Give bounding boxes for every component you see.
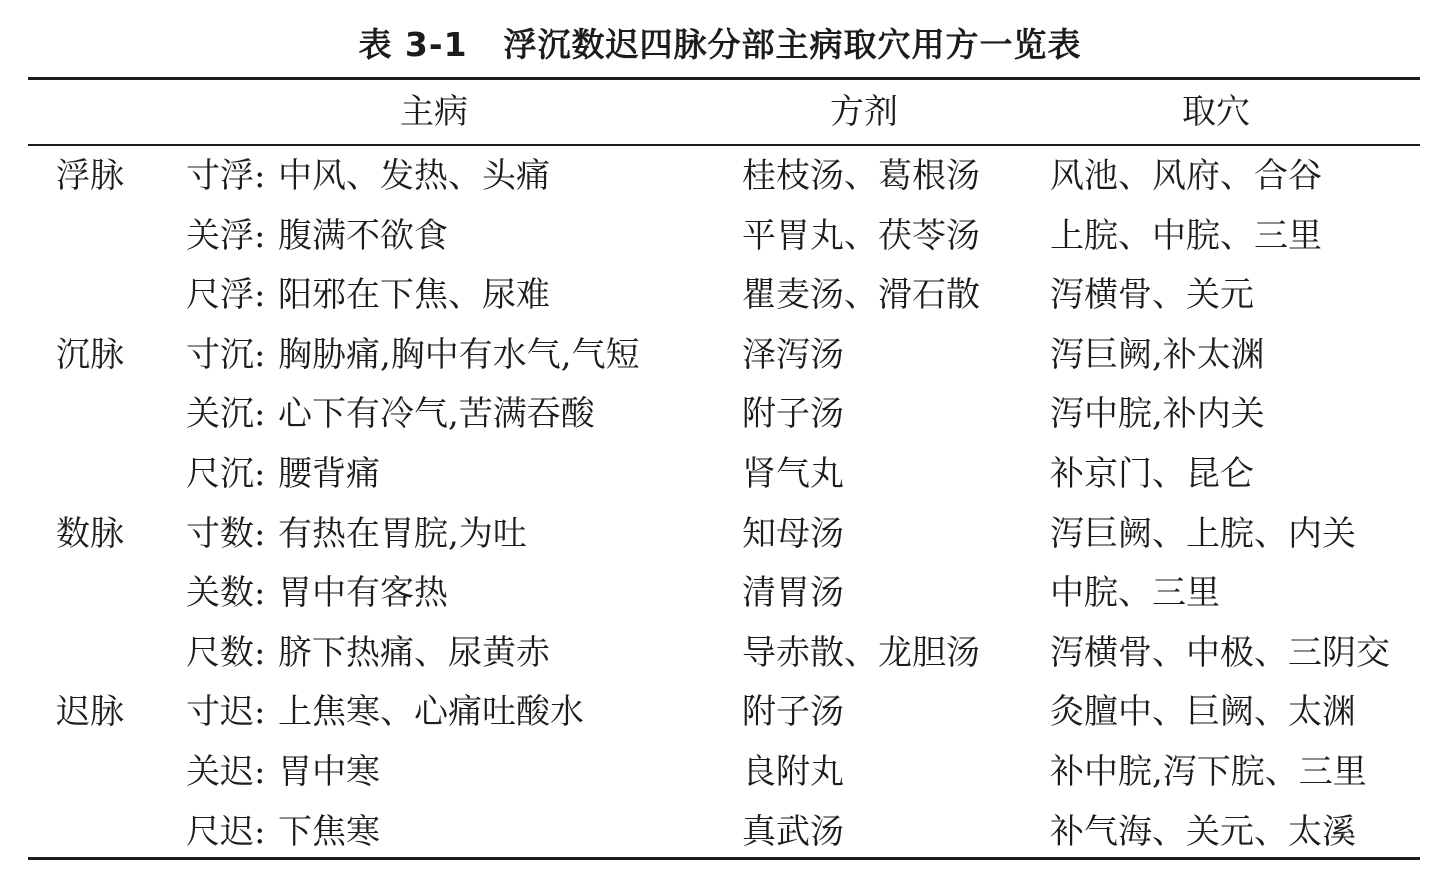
pulse-position: 关浮:	[186, 215, 266, 256]
acupoints: 泻巨阙、上脘、内关	[1050, 513, 1356, 554]
header-points: 取穴	[1182, 92, 1250, 132]
table-body	[0, 147, 1440, 862]
main-disease: 脐下热痛、尿黄赤	[278, 632, 550, 673]
formula: 知母汤	[742, 513, 844, 554]
table-row	[0, 207, 1440, 267]
acupoints: 补中脘,泻下脘、三里	[1050, 751, 1367, 792]
pulse-type: 迟脉	[56, 692, 124, 733]
pulse-position: 寸数:	[186, 513, 266, 554]
table-row	[0, 683, 1440, 743]
formula: 肾气丸	[742, 453, 844, 494]
header-formula: 方剂	[830, 92, 898, 132]
pulse-position: 寸浮:	[186, 156, 266, 196]
formula: 导赤散、龙胆汤	[742, 632, 980, 673]
acupoints: 泻横骨、中极、三阴交	[1050, 632, 1390, 673]
table-row	[0, 445, 1440, 505]
main-disease: 下焦寒	[278, 811, 380, 852]
pulse-type: 数脉	[56, 513, 124, 554]
pulse-type: 沉脉	[56, 334, 124, 375]
main-disease: 中风、发热、头痛	[278, 156, 550, 196]
main-disease: 胃中有客热	[278, 573, 448, 614]
formula: 泽泻汤	[742, 334, 844, 375]
pulse-position: 尺沉:	[186, 453, 266, 494]
formula: 附子汤	[742, 394, 844, 435]
main-disease: 上焦寒、心痛吐酸水	[278, 692, 584, 733]
table-number: 表 3-1	[358, 25, 468, 64]
formula: 良附丸	[742, 751, 844, 792]
main-disease: 阳邪在下焦、尿难	[278, 275, 550, 316]
table-header-rule	[28, 144, 1420, 146]
pulse-position: 关数:	[186, 573, 266, 614]
main-disease: 有热在胃脘,为吐	[278, 513, 527, 554]
acupoints: 泻中脘,补内关	[1050, 394, 1265, 435]
pulse-type: 浮脉	[56, 156, 124, 196]
acupoints: 中脘、三里	[1050, 573, 1220, 614]
main-disease: 腹满不欲食	[278, 215, 448, 256]
pulse-position: 尺浮:	[186, 275, 266, 316]
acupoints: 灸膻中、巨阙、太渊	[1050, 692, 1356, 733]
header-disease: 主病	[400, 92, 468, 132]
table-title: 浮沉数迟四脉分部主病取穴用方一览表	[503, 25, 1082, 64]
acupoints: 风池、风府、合谷	[1050, 156, 1322, 196]
table-row	[0, 624, 1440, 684]
formula: 附子汤	[742, 692, 844, 733]
main-disease: 腰背痛	[278, 453, 380, 494]
acupoints: 上脘、中脘、三里	[1050, 215, 1322, 256]
table-row	[0, 743, 1440, 803]
table-row	[0, 505, 1440, 565]
table-bottom-rule	[28, 857, 1420, 860]
formula: 真武汤	[742, 811, 844, 852]
main-disease: 心下有冷气,苦满吞酸	[278, 394, 595, 435]
formula: 瞿麦汤、滑石散	[742, 275, 980, 316]
pulse-position: 寸迟:	[186, 692, 266, 733]
table-row	[0, 147, 1440, 207]
pulse-position: 关沉:	[186, 394, 266, 435]
pulse-position: 尺迟:	[186, 811, 266, 852]
pulse-position: 关迟:	[186, 751, 266, 792]
acupoints: 补京门、昆仑	[1050, 453, 1254, 494]
table-row	[0, 564, 1440, 624]
table-top-rule	[28, 77, 1420, 80]
main-disease: 胸胁痛,胸中有水气,气短	[278, 334, 640, 375]
acupoints: 泻横骨、关元	[1050, 275, 1254, 316]
formula: 桂枝汤、葛根汤	[742, 156, 980, 196]
table-row	[0, 385, 1440, 445]
pulse-position: 尺数:	[186, 632, 266, 673]
table-row	[0, 266, 1440, 326]
acupoints: 补气海、关元、太溪	[1050, 811, 1356, 852]
acupoints: 泻巨阙,补太渊	[1050, 334, 1265, 375]
main-disease: 胃中寒	[278, 751, 380, 792]
pulse-position: 寸沉:	[186, 334, 266, 375]
formula: 清胃汤	[742, 573, 844, 614]
table-caption	[0, 22, 1440, 68]
table-row	[0, 326, 1440, 386]
formula: 平胃丸、茯苓汤	[742, 215, 980, 256]
table-row	[0, 803, 1440, 863]
